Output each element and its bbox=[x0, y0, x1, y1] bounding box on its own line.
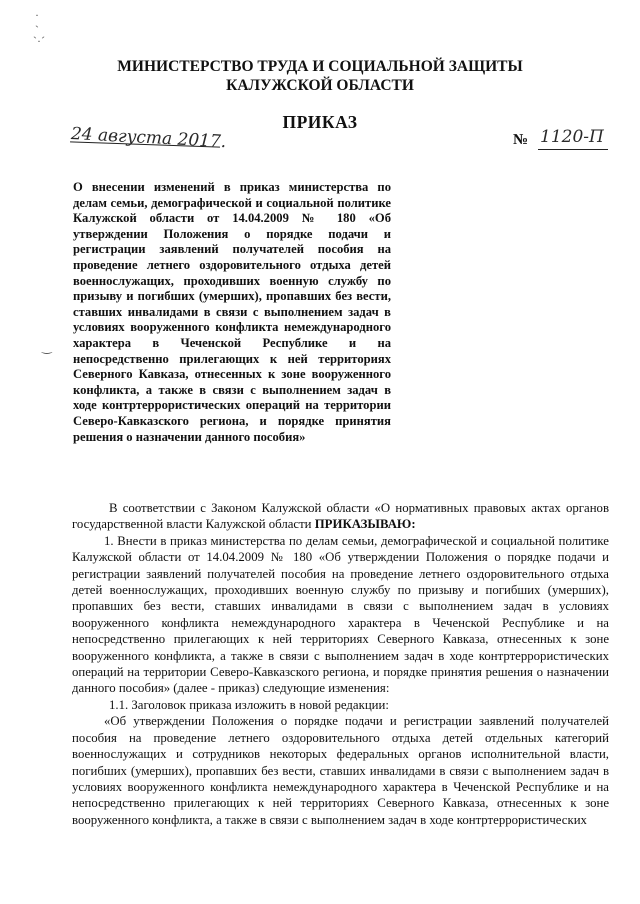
order-verb: ПРИКАЗЫВАЮ: bbox=[314, 517, 416, 532]
order-body bbox=[72, 500, 609, 828]
order-number: 1120-П bbox=[540, 127, 604, 147]
new-title-quote: «Об утверждении Положения о порядке подачи и регистрации заявлений получателей пособия на проведение летнего оздоровительного отдыха детей отдельных категорий военнослужащих и сотрудников некоторых федеральных органов исполнительной власти, погибших (умерших), пропавших без вести, ставших инвалидами в связи с выполнением задач в условиях вооруженного конфликта немеждународного характера в Чеченской Республике и на непосредственно прилегающих к ней территориях Северного Кавказа, отнесенных к зоне вооруженного конфликта, а также в связи с выполнением задач в ходе контртеррористических bbox=[72, 714, 609, 827]
order-date: 24 августа 2017. bbox=[70, 124, 227, 153]
ministry-line-1: МИНИСТЕРСТВО ТРУДА И СОЦИАЛЬНОЙ ЗАЩИТЫ bbox=[117, 58, 523, 75]
order-subject: О внесении изменений в приказ министерства по делам семьи, демографической и социальной политике Калужской области от 14.04.2009 № 180 «Об утверждении Положения о порядке подачи и регистрации заявлений получателей пособия на проведение летнего оздоровительного отдыха детей военнослужащих, проходивших военную службу по призыву и погибших (умерших), пропавших без вести, ставших инвалидами в связи с выполнением задач в условиях вооруженного конфликта немеждународного характера в Чеченской Республике и на непосредственно прилегающих к ней территориях Северного Кавказа, отнесенных к зоне вооруженного конфликта, а также в связи с выполнением задач в ходе контртеррористических операций на территории Северо-Кавказского региона, и порядке принятия решения о назначении данного пособия» bbox=[73, 180, 391, 444]
preamble-text: В соответствии с Законом Калужской области «О нормативных правовых актах органов государственной власти Калужской области bbox=[72, 501, 609, 532]
ministry-header bbox=[0, 57, 640, 95]
clause-1-1: 1.1. Заголовок приказа изложить в новой редакции: bbox=[109, 697, 389, 712]
order-title: ПРИКАЗ bbox=[282, 112, 358, 132]
ministry-line-2: КАЛУЖСКОЙ ОБЛАСТИ bbox=[226, 77, 414, 94]
number-sign: № bbox=[513, 132, 529, 148]
number-underline bbox=[538, 149, 608, 150]
scan-mark: · ˋ bbox=[35, 8, 39, 37]
scan-mark: ˋ·ˊ bbox=[33, 34, 45, 48]
preamble-paragraph bbox=[72, 500, 609, 533]
clause-1: 1. Внести в приказ министерства по делам семьи, демографической и социальной политике Калужской области от 14.04.2009 № 180 «Об утверждении Положения о порядке подачи и регистрации заявлений получателей пособия на проведение летнего оздоровительного отдыха детей военнослужащих, проходивших военную службу по призыву и погибших (умерших), пропавших без вести, ставших инвалидами в связи с выполнением задач в условиях вооруженного конфликта немеждународного характера в Чеченской Республике и на непосредственно прилегающих к ней территориях Северного Кавказа, отнесенных к зоне вооруженного конфликта, а также в связи с выполнением задач в ходе контртеррористических операций на территории Северо-Кавказского региона, и порядке принятия решения о назначении данного пособия» (далее - приказ) следующие изменения: bbox=[72, 533, 609, 696]
scan-mark: ‿ bbox=[42, 340, 52, 354]
